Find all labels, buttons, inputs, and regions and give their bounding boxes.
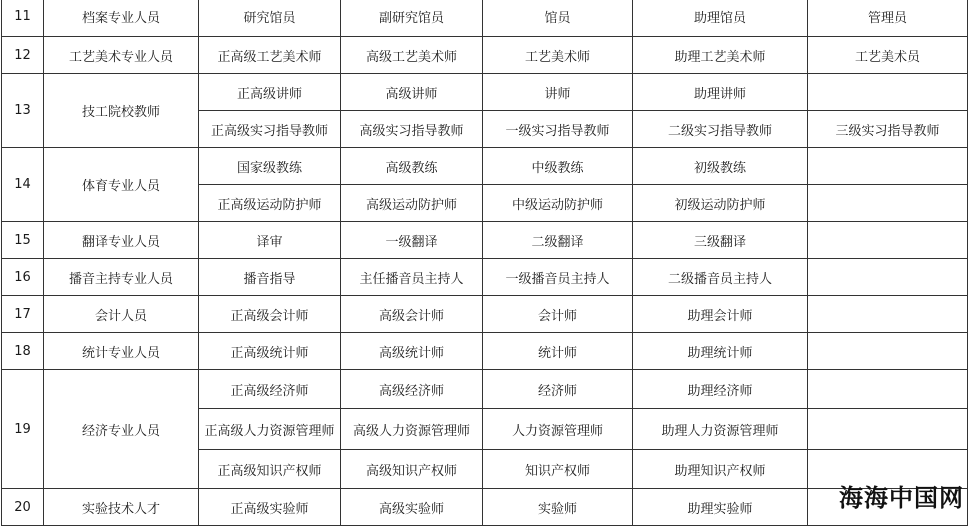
title-cell: 管理员 <box>808 0 968 37</box>
title-cell <box>808 259 968 296</box>
table-body <box>2 0 968 526</box>
row-number: 17 <box>2 296 44 333</box>
title-cell: 正高级运动防护师 <box>199 185 341 222</box>
title-cell: 助理人力资源管理师 <box>633 409 808 450</box>
category-name: 档案专业人员 <box>44 0 199 37</box>
title-cell: 一级播音员主持人 <box>483 259 633 296</box>
title-cell: 正高级会计师 <box>199 296 341 333</box>
title-cell: 二级实习指导教师 <box>633 111 808 148</box>
title-cell: 高级会计师 <box>341 296 483 333</box>
table-row <box>2 296 968 333</box>
title-cell: 正高级实验师 <box>199 489 341 526</box>
title-cell <box>808 370 968 409</box>
category-name: 技工院校教师 <box>44 74 199 148</box>
title-cell: 统计师 <box>483 333 633 370</box>
row-number: 14 <box>2 148 44 222</box>
title-cell: 高级人力资源管理师 <box>341 409 483 450</box>
category-name: 工艺美术专业人员 <box>44 37 199 74</box>
title-cell: 高级知识产权师 <box>341 450 483 489</box>
title-cell: 正高级工艺美术师 <box>199 37 341 74</box>
title-cell: 助理知识产权师 <box>633 450 808 489</box>
title-cell: 工艺美术员 <box>808 37 968 74</box>
table-row <box>2 0 968 37</box>
table-row <box>2 259 968 296</box>
title-cell: 高级统计师 <box>341 333 483 370</box>
title-cell <box>808 148 968 185</box>
title-cell: 高级运动防护师 <box>341 185 483 222</box>
category-name: 播音主持专业人员 <box>44 259 199 296</box>
title-cell: 正高级实习指导教师 <box>199 111 341 148</box>
title-cell: 助理馆员 <box>633 0 808 37</box>
row-number: 12 <box>2 37 44 74</box>
category-name: 经济专业人员 <box>44 370 199 489</box>
title-cell: 高级经济师 <box>341 370 483 409</box>
title-cell <box>808 333 968 370</box>
title-cell: 知识产权师 <box>483 450 633 489</box>
title-cell: 正高级知识产权师 <box>199 450 341 489</box>
title-cell: 人力资源管理师 <box>483 409 633 450</box>
row-number: 18 <box>2 333 44 370</box>
title-cell: 二级翻译 <box>483 222 633 259</box>
title-cell: 高级实验师 <box>341 489 483 526</box>
title-cell: 国家级教练 <box>199 148 341 185</box>
title-cell: 工艺美术师 <box>483 37 633 74</box>
category-name: 会计人员 <box>44 296 199 333</box>
title-cell: 研究馆员 <box>199 0 341 37</box>
title-cell: 初级运动防护师 <box>633 185 808 222</box>
title-cell: 中级运动防护师 <box>483 185 633 222</box>
row-number: 11 <box>2 0 44 37</box>
table-row <box>2 74 968 111</box>
title-cell: 助理讲师 <box>633 74 808 111</box>
title-cell <box>808 296 968 333</box>
title-cell: 初级教练 <box>633 148 808 185</box>
title-cell: 三级翻译 <box>633 222 808 259</box>
title-cell: 中级教练 <box>483 148 633 185</box>
title-cell: 实验师 <box>483 489 633 526</box>
title-cell: 助理实验师 <box>633 489 808 526</box>
title-cell: 正高级统计师 <box>199 333 341 370</box>
table-row <box>2 489 968 526</box>
title-cell <box>808 185 968 222</box>
row-number: 13 <box>2 74 44 148</box>
title-cell: 高级教练 <box>341 148 483 185</box>
title-cell: 正高级经济师 <box>199 370 341 409</box>
title-cell: 主任播音员主持人 <box>341 259 483 296</box>
title-cell <box>808 222 968 259</box>
category-name: 统计专业人员 <box>44 333 199 370</box>
title-cell: 馆员 <box>483 0 633 37</box>
title-cell: 高级工艺美术师 <box>341 37 483 74</box>
title-cell: 副研究馆员 <box>341 0 483 37</box>
row-number: 15 <box>2 222 44 259</box>
table-row <box>2 148 968 185</box>
title-cell: 一级实习指导教师 <box>483 111 633 148</box>
row-number: 19 <box>2 370 44 489</box>
title-cell <box>808 74 968 111</box>
row-number: 20 <box>2 489 44 526</box>
title-cell: 助理统计师 <box>633 333 808 370</box>
title-cell: 正高级讲师 <box>199 74 341 111</box>
title-cell: 讲师 <box>483 74 633 111</box>
table-row <box>2 222 968 259</box>
title-cell <box>808 409 968 450</box>
category-name: 翻译专业人员 <box>44 222 199 259</box>
title-table <box>1 0 968 526</box>
title-cell: 高级实习指导教师 <box>341 111 483 148</box>
category-name: 体育专业人员 <box>44 148 199 222</box>
table-row <box>2 37 968 74</box>
title-cell: 一级翻译 <box>341 222 483 259</box>
title-cell: 播音指导 <box>199 259 341 296</box>
watermark-logo: 海海中国网 <box>839 483 964 512</box>
title-cell: 正高级人力资源管理师 <box>199 409 341 450</box>
title-cell: 二级播音员主持人 <box>633 259 808 296</box>
title-cell: 助理经济师 <box>633 370 808 409</box>
title-cell: 高级讲师 <box>341 74 483 111</box>
table-row <box>2 370 968 409</box>
title-cell: 三级实习指导教师 <box>808 111 968 148</box>
title-cell: 经济师 <box>483 370 633 409</box>
title-cell: 译审 <box>199 222 341 259</box>
title-cell: 助理会计师 <box>633 296 808 333</box>
row-number: 16 <box>2 259 44 296</box>
title-cell: 会计师 <box>483 296 633 333</box>
table-row <box>2 333 968 370</box>
title-cell: 助理工艺美术师 <box>633 37 808 74</box>
category-name: 实验技术人才 <box>44 489 199 526</box>
